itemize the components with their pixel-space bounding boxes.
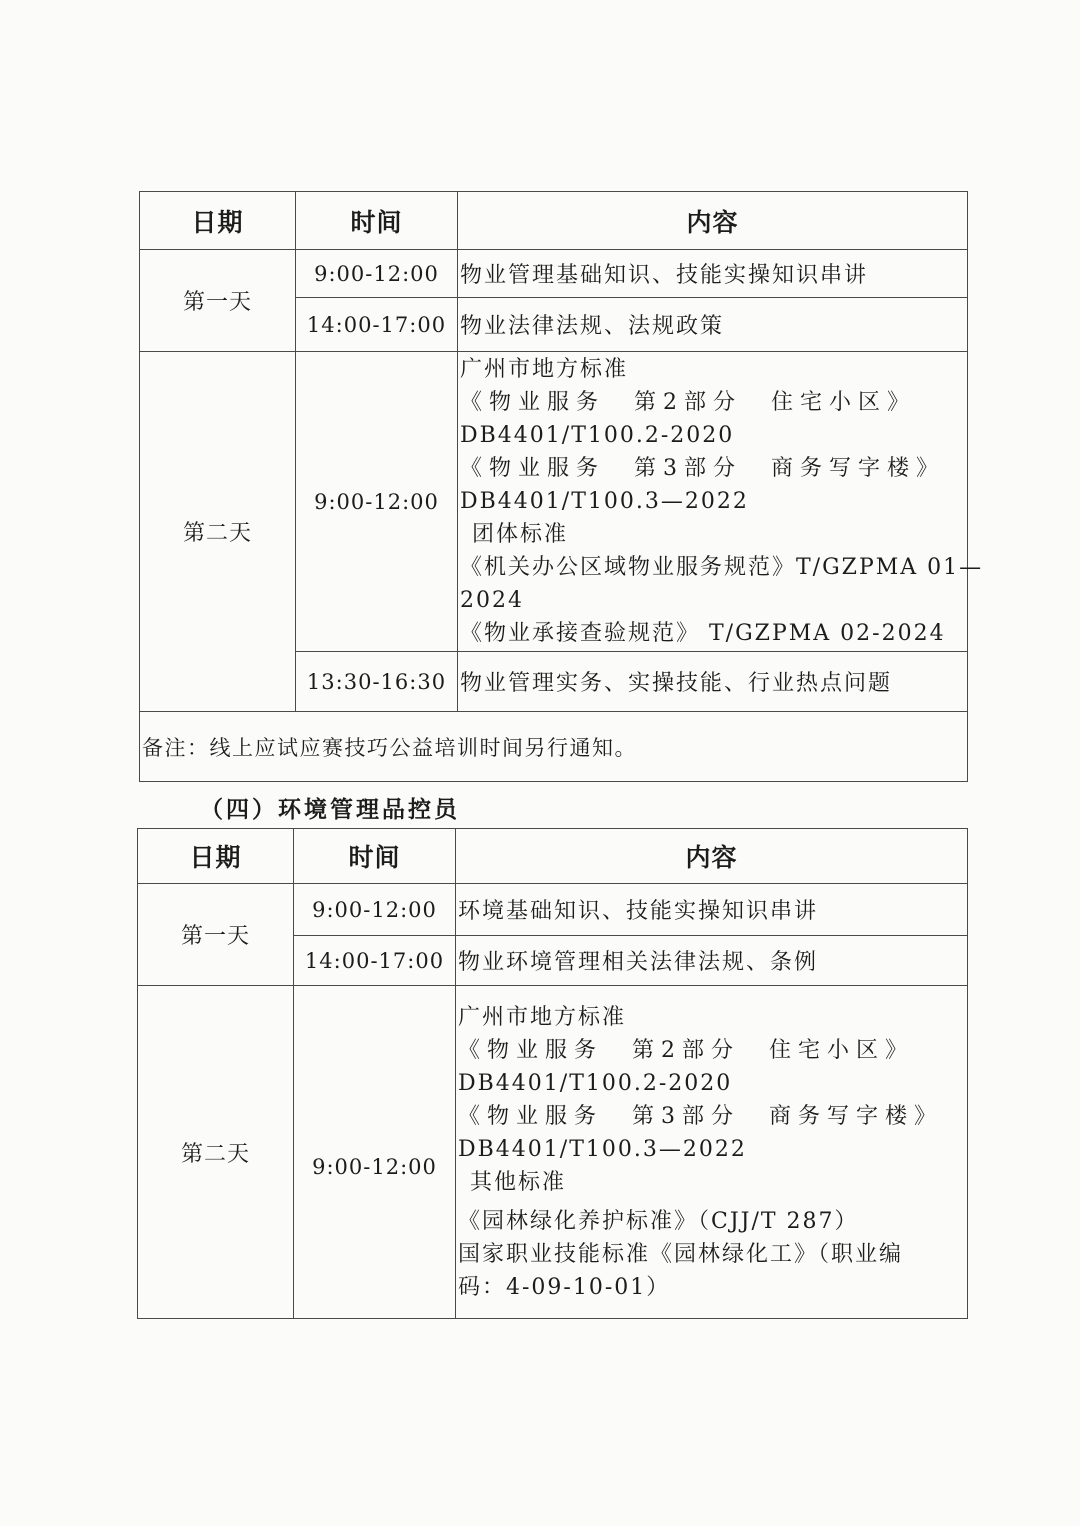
session-content: 物业环境管理相关法律法规、条例 — [456, 936, 968, 986]
content-line: 《物业服务 第2部分 住宅小区》 — [458, 1037, 914, 1063]
schedule-table-2 — [137, 828, 968, 1319]
content-line: 广州市地方标准 — [458, 1004, 627, 1030]
content-line: 码：4-09-10-01） — [458, 1274, 671, 1300]
schedule-table-1 — [139, 191, 984, 782]
day-label: 第一天 — [140, 250, 296, 352]
content-line: 其他标准 — [470, 1169, 567, 1195]
content-line: 《园林绿化养护标准》（CJJ/T 287） — [458, 1208, 859, 1234]
header-date: 日期 — [138, 829, 294, 884]
content-line: DB4401/T100.3—2022 — [458, 1136, 747, 1162]
content-line: 《机关办公区域物业服务规范》T/GZPMA 01— — [460, 555, 984, 580]
session-content: 物业管理实务、实操技能、行业热点问题 — [458, 652, 968, 712]
session-time: 9:00-12:00 — [294, 884, 456, 936]
section-heading: （四）环境管理品控员 — [200, 797, 460, 823]
remark-note: 备注：线上应试应赛技巧公益培训时间另行通知。 — [140, 712, 968, 782]
session-content — [456, 986, 968, 1319]
content-line: 2024 — [460, 588, 524, 613]
session-time: 9:00-12:00 — [294, 986, 456, 1319]
header-content: 内容 — [458, 192, 968, 250]
content-line: 《物业服务 第2部分 住宅小区》 — [460, 390, 916, 415]
header-time: 时间 — [294, 829, 456, 884]
content-line: 团体标准 — [472, 522, 569, 547]
content-line: DB4401/T100.2-2020 — [460, 423, 735, 448]
session-content: 环境基础知识、技能实操知识串讲 — [456, 884, 968, 936]
header-time: 时间 — [296, 192, 458, 250]
session-content: 物业管理基础知识、技能实操知识串讲 — [458, 250, 968, 298]
content-line: 《物业承接查验规范》 T/GZPMA 02-2024 — [460, 621, 946, 646]
day-label: 第一天 — [138, 884, 294, 986]
session-time: 14:00-17:00 — [294, 936, 456, 986]
session-time: 14:00-17:00 — [296, 298, 458, 352]
header-date: 日期 — [140, 192, 296, 250]
session-time: 13:30-16:30 — [296, 652, 458, 712]
content-line: 国家职业技能标准《园林绿化工》（职业编 — [458, 1241, 904, 1267]
content-line: 《物业服务 第3部分 商务写字楼》 — [458, 1103, 943, 1129]
day-label: 第二天 — [138, 986, 294, 1319]
content-line: 广州市地方标准 — [460, 357, 629, 382]
content-line: DB4401/T100.2-2020 — [458, 1070, 733, 1096]
session-time: 9:00-12:00 — [296, 250, 458, 298]
session-content — [458, 352, 984, 652]
session-content: 物业法律法规、法规政策 — [458, 298, 968, 352]
content-line: DB4401/T100.3—2022 — [460, 489, 749, 514]
day-label: 第二天 — [140, 352, 296, 712]
session-time: 9:00-12:00 — [296, 352, 458, 652]
content-line: 《物业服务 第3部分 商务写字楼》 — [460, 456, 945, 481]
header-content: 内容 — [456, 829, 968, 884]
